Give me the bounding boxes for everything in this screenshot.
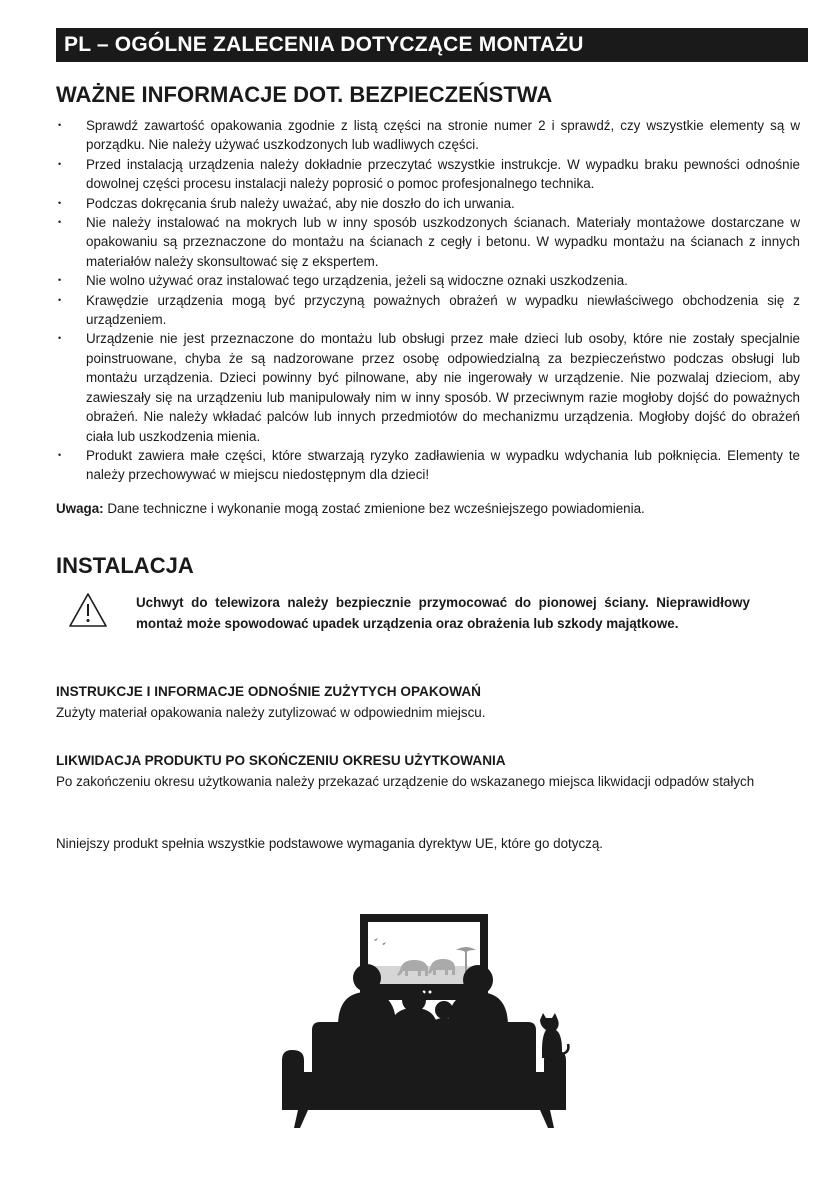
safety-item: • Krawędzie urządzenia mogą być przyczyną poważnych obrażeń w wypadku niewłaściwego obchodzenia się z urządzeniem. (56, 291, 800, 330)
page-header: PL – OGÓLNE ZALECENIA DOTYCZĄCE MONTAŻU (56, 28, 808, 62)
packaging-text: Zużyty materiał opakowania należy zutylizować w odpowiednim miejscu. (56, 705, 486, 720)
safety-item: • Podczas dokręcania śrub należy uważać, aby nie doszło do ich urwania. (56, 194, 800, 213)
packaging-title: INSTRUKCJE I INFORMACJE ODNOŚNIE ZUŻYTYCH OPAKOWAŃ (56, 684, 481, 699)
sofa-back (312, 1022, 536, 1072)
safety-item: • Przed instalacją urządzenia należy dokładnie przeczytać wszystkie instrukcje. W wypadku braku pewności odnośnie dowolnej części procesu instalacji należy poprosić o pomoc profesjonalnego technika. (56, 155, 800, 194)
safety-item: • Sprawdź zawartość opakowania zgodnie z listą części na stronie numer 2 i sprawdź, czy wszystkie elementy są w porządku. Nie należy używać uszkodzonych lub wadliwych części. (56, 116, 800, 155)
safety-item: • Nie wolno używać oraz instalować tego urządzenia, jeżeli są widoczne oznaki uszkodzenia. (56, 271, 800, 290)
safety-heading: WAŻNE INFORMACJE DOT. BEZPIECZEŃSTWA (56, 82, 553, 107)
family-watching-tv-illustration (278, 912, 570, 1132)
safety-list (56, 116, 800, 485)
compliance-text: Niniejszy produkt spełnia wszystkie podstawowe wymagania dyrektyw UE, które go dotyczą. (56, 836, 604, 851)
disposal-title: LIKWIDACJA PRODUKTU PO SKOŃCZENIU OKRESU UŻYTKOWANIA (56, 753, 506, 768)
cat (540, 1013, 562, 1058)
installation-heading: INSTALACJA (56, 553, 194, 578)
disposal-text: Po zakończeniu okresu użytkowania należy przekazać urządzenie do wskazanego miejsca likwidacji odpadów stałych (56, 774, 755, 789)
warning-triangle-icon (68, 592, 108, 628)
safety-item: • Urządzenie nie jest przeznaczone do montażu lub obsługi przez małe dzieci lub osoby, które nie zostały specjalnie poinstruowane, chyba że są nadzorowane przez osobę odpowiedzialną za bezpieczeństwo podczas obsługi lub montażu urządzenia. Dzieci powinny być pilnowane, aby nie ingerowały w urządzenie. Nie pozwalaj dzieciom, aby zawieszały się na urządzeniu lub manipulowały nim w inny sposób. W przeciwnym razie mogłoby dojść do poważnych obrażeń. Nie należy wkładać palców lub innych przedmiotów do mechanizmu urządzenia. Mogłoby dojść do obrażeń ciała lub uszkodzenia mienia. (56, 329, 800, 445)
note (56, 501, 645, 516)
warning-text: Uchwyt do telewizora należy bezpiecznie przymocować do pionowej ściany. Nieprawidłowy montaż może spowodować upadek urządzenia oraz obrażenia lub szkody majątkowe. (136, 595, 750, 631)
safety-item: • Nie należy instalować na mokrych lub w inny sposób uszkodzonych ścianach. Materiały montażowe dostarczane w opakowaniu są przeznaczone do montażu na ścianach z cegły i betonu. W wypadku montażu na ścianach z innych materiałów należy skonsultować się z ekspertem. (56, 213, 800, 271)
note-label: Uwaga: (56, 501, 104, 516)
safety-item: • Produkt zawiera małe części, które stwarzają ryzyko zadławienia w wypadku wdychania lub połknięcia. Elementy te należy przechowywać w miejscu niedostępnym dla dzieci! (56, 446, 800, 485)
note-text: Dane techniczne i wykonanie mogą zostać zmienione bez wcześniejszego powiadomienia. (103, 501, 645, 516)
